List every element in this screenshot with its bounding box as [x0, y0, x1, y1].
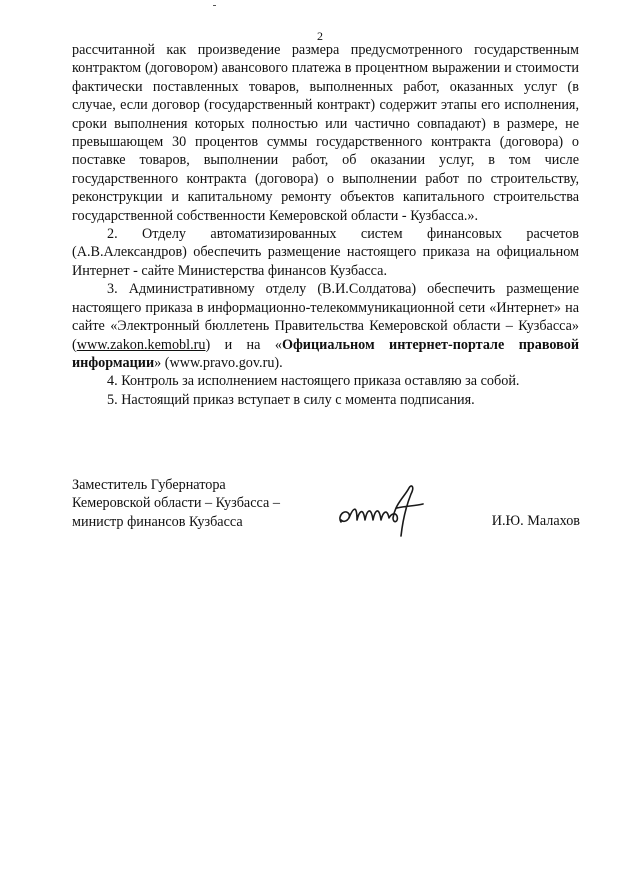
page-number: 2	[317, 29, 323, 43]
paragraph-2: 2. Отделу автоматизированных систем финансовых расчетов (А.В.Александров) обеспечить размещение настоящего приказа на официальном Интернет - сайте Министерства финансов Кузбасса.	[72, 226, 579, 279]
signer-title-line-1: Заместитель Губернатора	[72, 477, 226, 493]
legal-portal-name: Официальном интернет-портале правовой информации	[72, 336, 579, 371]
signer-title-line-3: министр финансов Кузбасса	[72, 513, 243, 530]
zakon-kemobl-link[interactable]: www.zakon.kemobl.ru	[76, 336, 206, 353]
document-body	[72, 41, 579, 409]
paragraph-3-text-middle: ) и на «	[205, 336, 282, 353]
handwritten-signature	[335, 478, 435, 542]
paragraph-3-text-start: 3. Административному отделу (В.И.Солдатова) обеспечить размещение настоящего приказа в информационно-телекоммуникационной сети «Интернет» на сайте «Электронный бюллетень Правительства Кемеровской области – Кузбасса» (	[72, 281, 579, 353]
paragraph-continuation: рассчитанной как произведение размера предусмотренного государственным контрактом (договором) авансового платежа в процентном выражении и стоимости фактически поставленных товаров, выполненных работ, оказанных услуг (в случае, если договор (государственный контракт) содержит этапы его исполнения, сроки выполнения которых полностью или частично совпадают) в размере, не превышающем 30 процентов суммы государственного контракта (договора) о поставке товаров, выполнении работ, об оказании услуг, в том числе государственного контракта (договора) о выполнении работ по строительству, реконструкции и капитальному ремонту объектов капитального строительства государственной собственности Кемеровской области - Кузбасса.».	[72, 42, 579, 224]
paragraph-3-text-end: » (www.pravo.gov.ru).	[154, 354, 283, 371]
scan-speck	[213, 5, 216, 6]
paragraph-3	[72, 280, 579, 372]
signer-title-line-2: Кемеровской области – Кузбасса –	[72, 495, 280, 512]
signer-name: И.Ю. Малахов	[491, 513, 580, 529]
signature-block	[72, 476, 580, 531]
paragraph-5: 5. Настоящий приказ вступает в силу с момента подписания.	[107, 391, 475, 408]
paragraph-4: 4. Контроль за исполнением настоящего приказа оставляю за собой.	[107, 373, 520, 390]
